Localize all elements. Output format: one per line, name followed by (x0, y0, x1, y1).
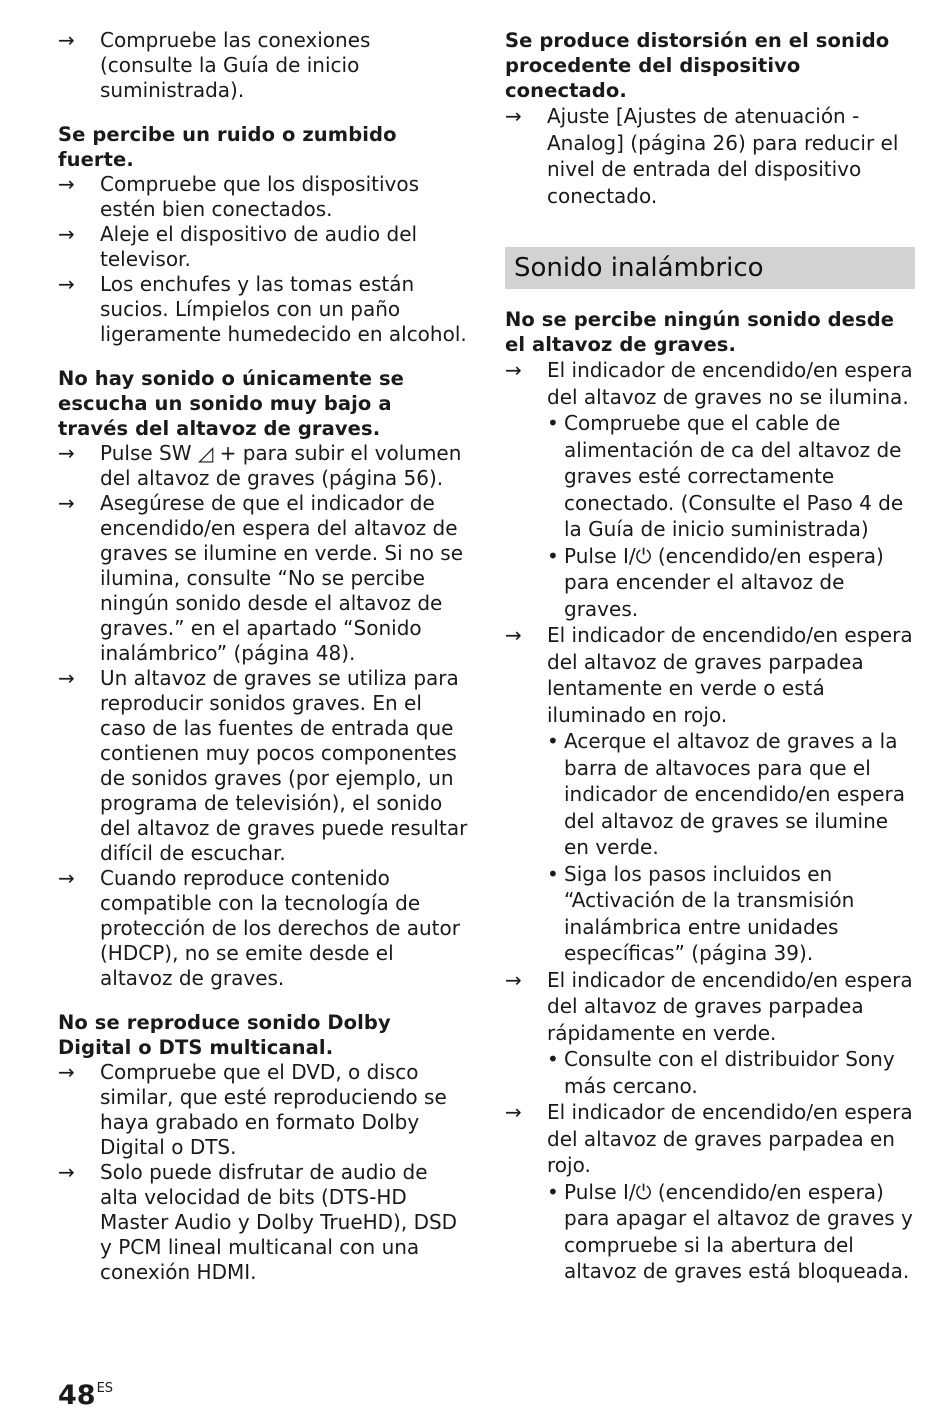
arrow-icon: → (505, 104, 522, 128)
item-text: El indicador de encendido/en espera del altavoz de graves parpadea rápidamente en verde. (547, 967, 913, 1045)
list-item (58, 866, 468, 991)
bullet-icon: • (547, 861, 559, 886)
troubleshoot-block (58, 28, 468, 103)
item-text: Los enchufes y las tomas están sucios. Límpielos con un paño ligeramente humedecido en alcohol. (100, 272, 467, 346)
arrow-icon: → (58, 1160, 75, 1184)
item-text: Asegúrese de que el indicador de encendido/en espera del altavoz de graves se ilumine en verde. Si no se ilumina, consulte “No se percibe ningún sonido desde el altavoz de graves.” en el apartado “Sonido inalámbrico” (página 48). (100, 491, 464, 665)
item-text: Ajuste [Ajustes de atenuación - Analog] (página 26) para reducir el nivel de entrada del dispositivo conectado. (547, 104, 899, 208)
item-text: Compruebe las conexiones (consulte la Guía de inicio suministrada). (100, 28, 371, 102)
arrow-icon: → (58, 272, 75, 296)
item-text: El indicador de encendido/en espera del altavoz de graves no se ilumina. (547, 358, 913, 409)
arrow-icon: → (58, 866, 75, 890)
item-text: Compruebe que el DVD, o disco similar, que esté reproduciendo se haya grabado en formato Dolby Digital o DTS. (100, 1060, 447, 1159)
bullet-text: Acerque el altavoz de graves a la barra de altavoces para que el indicador de encendido/en espera del altavoz de graves se ilumine en verde. (564, 729, 906, 859)
problem-heading: Se produce distorsión en el sonido procedente del dispositivo conectado. (505, 29, 890, 102)
bullet-icon: • (547, 729, 559, 753)
sub-bullet (547, 861, 915, 967)
page-number (58, 1374, 113, 1411)
arrow-icon: → (58, 441, 75, 465)
troubleshoot-block (505, 307, 915, 1285)
page-number-value: 48 (58, 1380, 96, 1411)
arrow-icon: → (58, 666, 75, 690)
troubleshoot-block (505, 28, 915, 209)
troubleshoot-block (58, 1010, 468, 1285)
bullet-text: Compruebe que el cable de alimentación de ca del altavoz de graves esté correctamente conectado. (Consulte el Paso 4 de la Guía de inicio suministrada) (564, 411, 904, 541)
arrow-icon: → (505, 1100, 522, 1124)
item-text: El indicador de encendido/en espera del altavoz de graves parpadea lentamente en verde o está iluminado en rojo. (547, 623, 913, 727)
problem-heading: No hay sonido o únicamente se escucha un sonido muy bajo a través del altavoz de graves. (58, 367, 405, 440)
list-item (505, 103, 915, 209)
sub-bullet (547, 410, 915, 543)
bullet-text: Pulse I/⏻ (encendido/en espera) para apagar el altavoz de graves y compruebe si la abertura del altavoz de graves está bloqueada. (564, 1179, 913, 1283)
item-text: Un altavoz de graves se utiliza para reproducir sonidos graves. En el caso de las fuentes de entrada que contienen muy pocos componentes de sonidos graves (por ejemplo, un programa de televisión), el sonido del altavoz de graves puede resultar difícil de escuchar. (100, 666, 468, 865)
arrow-icon: → (58, 222, 75, 246)
list-item (505, 357, 915, 622)
bullet-icon: • (547, 543, 559, 568)
list-item (505, 622, 915, 967)
list-item (58, 28, 468, 103)
item-text: Aleje el dispositivo de audio del televisor. (100, 222, 418, 271)
arrow-icon: → (58, 491, 75, 515)
list-item (505, 967, 915, 1100)
problem-heading: No se reproduce sonido Dolby Digital o DTS multicanal. (58, 1011, 391, 1059)
arrow-icon: → (58, 28, 75, 52)
sub-bullet (547, 1179, 915, 1285)
bullet-icon: • (547, 1179, 559, 1204)
item-text: Solo puede disfrutar de audio de alta velocidad de bits (DTS-HD Master Audio y Dolby TrueHD), DSD y PCM lineal multicanal con una conexión HDMI. (100, 1160, 458, 1284)
arrow-icon: → (505, 967, 522, 992)
section-title: Sonido inalámbrico (505, 247, 915, 289)
list-item (58, 272, 468, 347)
item-text: Cuando reproduce contenido compatible con la tecnología de protección de los derechos de autor (HDCP), no se emite desde el altavoz de graves. (100, 866, 460, 990)
item-text: Pulse SW ◿ + para subir el volumen del altavoz de graves (página 56). (100, 441, 462, 490)
list-item (58, 1160, 468, 1285)
item-text: El indicador de encendido/en espera del altavoz de graves parpadea en rojo. (547, 1100, 913, 1177)
list-item (58, 222, 468, 272)
bullet-icon: • (547, 411, 559, 435)
bullet-text: Pulse I/⏻ (encendido/en espera) para encender el altavoz de graves. (564, 543, 884, 621)
troubleshoot-block (58, 122, 468, 347)
list-item (58, 1060, 468, 1160)
list-item (505, 1099, 915, 1285)
list-item (58, 491, 468, 666)
problem-heading: Se percibe un ruido o zumbido fuerte. (58, 123, 397, 171)
troubleshoot-block (58, 366, 468, 991)
sub-bullet (547, 1046, 915, 1099)
list-item (58, 666, 468, 866)
bullet-icon: • (547, 1047, 559, 1071)
bullet-text: Siga los pasos incluidos en “Activación de la transmisión inalámbrica entre unidades específicas” (página 39). (564, 861, 855, 965)
list-item (58, 441, 468, 491)
problem-heading: No se percibe ningún sonido desde el altavoz de graves. (505, 308, 895, 356)
left-column (58, 28, 468, 1304)
page-language-suffix: ES (96, 1381, 114, 1396)
right-column (505, 28, 915, 1304)
arrow-icon: → (58, 1060, 75, 1084)
sub-bullet (547, 728, 915, 861)
sub-bullet (547, 543, 915, 623)
arrow-icon: → (505, 358, 522, 382)
item-text: Compruebe que los dispositivos estén bien conectados. (100, 172, 420, 221)
arrow-icon: → (505, 623, 522, 647)
arrow-icon: → (58, 172, 75, 196)
bullet-text: Consulte con el distribuidor Sony más cercano. (564, 1047, 895, 1098)
list-item (58, 172, 468, 222)
